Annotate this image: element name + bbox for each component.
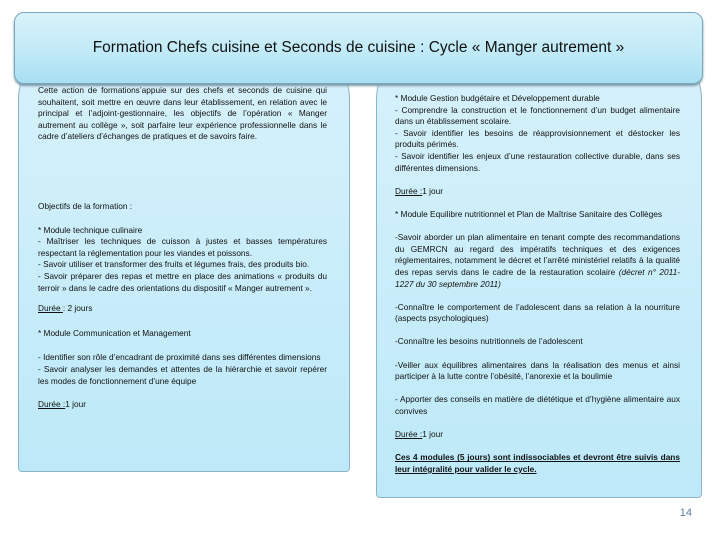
right-panel (376, 60, 702, 498)
module-item: - Identifier son rôle d’encadrant de proximité dans ses différentes dimensions (38, 352, 321, 363)
module-item: - Savoir préparer des repas et mettre en place des animations « produits du terroir » dans le cadre des orientations du dispositif « Manger autrement ». (38, 270, 327, 293)
duration (38, 303, 327, 315)
module-item: - Comprendre la construction et le fonctionnement d’un budget alimentaire dans un établissement scolaire. (395, 104, 680, 127)
module-item: - Savoir identifier les enjeux d’une restauration collective durable, dans ses différentes dimensions. (395, 150, 680, 173)
duration-value: 1 jour (65, 399, 86, 410)
intro-text: Cette action de formations’appuie sur des chefs et seconds de cuisine qui souhaitent, soit mettre en œuvre dans leur établissement, en relation avec le principal et l’adjoint-gestionnaire, les objectifs de l’opération « Manger autrement au collège », soit parfaire leur expérience professionnelle dans le cadre d’ateliers d’échanges de pratiques et de savoirs faire. (38, 85, 327, 142)
module-item-text: -Savoir aborder un plan alimentaire en tenant compte des recommandations du GEMRCN au regard des impératifs techniques et des exigences réglementaires, notamment le décret et l’arrêté ministériel relatifs à la qualité des repas servis dans le cadre de la restauration scolaire (395, 232, 680, 277)
duration-label: Durée (38, 303, 63, 314)
duration (38, 399, 327, 411)
module-title: * Module technique culinaire (38, 224, 143, 235)
module-item: -Connaître les besoins nutritionnels de l’adolescent (395, 336, 583, 347)
module-item: -Connaître le comportement de l’adolescent dans sa relation à la nourriture (aspects psychologiques) (395, 301, 680, 324)
module-title: * Module Gestion budgétaire et Développement durable (395, 93, 600, 103)
module-item: - Savoir utiliser et transformer des fruits et légumes frais, des produits bio. (38, 259, 310, 270)
cycle-note: Ces 4 modules (5 jours) sont indissociables et devront être suivis dans leur intégralité pour valider le cycle. (395, 452, 680, 474)
duration-label: Durée : (395, 185, 423, 196)
duration (395, 429, 680, 441)
module-item: - Savoir identifier les besoins de réapprovisionnement et déstocker les produits périmés. (395, 127, 680, 150)
module-item: - Apporter des conseils en matière de diététique et d’hygiène alimentaire aux convives (395, 394, 680, 417)
duration-label: Durée : (395, 429, 423, 440)
module-title: * Module Communication et Management (38, 327, 191, 338)
duration-value: : 2 jours (62, 303, 93, 314)
module-title: * Module Equilibre nutritionnel et Plan de Maîtrise Sanitaire des Collèges (395, 208, 663, 219)
module-item: - Maîtriser les techniques de cuisson à justes et basses températures respectant la réglementation pour les viandes et poissons. (38, 236, 327, 258)
module-item: -Veiller aux équilibres alimentaires dans la réalisation des menus et ainsi participer à la lutte contre l’obésité, l’anorexie et la boulimie (395, 359, 680, 382)
duration-value: 1 jour (422, 185, 443, 196)
duration-label: Durée : (38, 399, 66, 410)
page-title: Formation Chefs cuisine et Seconds de cuisine : Cycle « Manger autrement » (92, 39, 625, 56)
left-panel (18, 60, 350, 472)
objectives-heading: Objectifs de la formation : (38, 200, 133, 211)
module-item: - Savoir analyser les demandes et attentes de la hiérarchie et savoir repérer les modes de fonctionnement d’une équipe (38, 363, 327, 386)
decree-reference: (décret n° 2011-1227 du 30 septembre 2011) (395, 266, 680, 289)
module-item (395, 232, 680, 290)
title-banner (14, 12, 703, 84)
page-number: 14 (679, 507, 692, 519)
duration (395, 186, 680, 198)
duration-value: 1 jour (422, 429, 443, 440)
